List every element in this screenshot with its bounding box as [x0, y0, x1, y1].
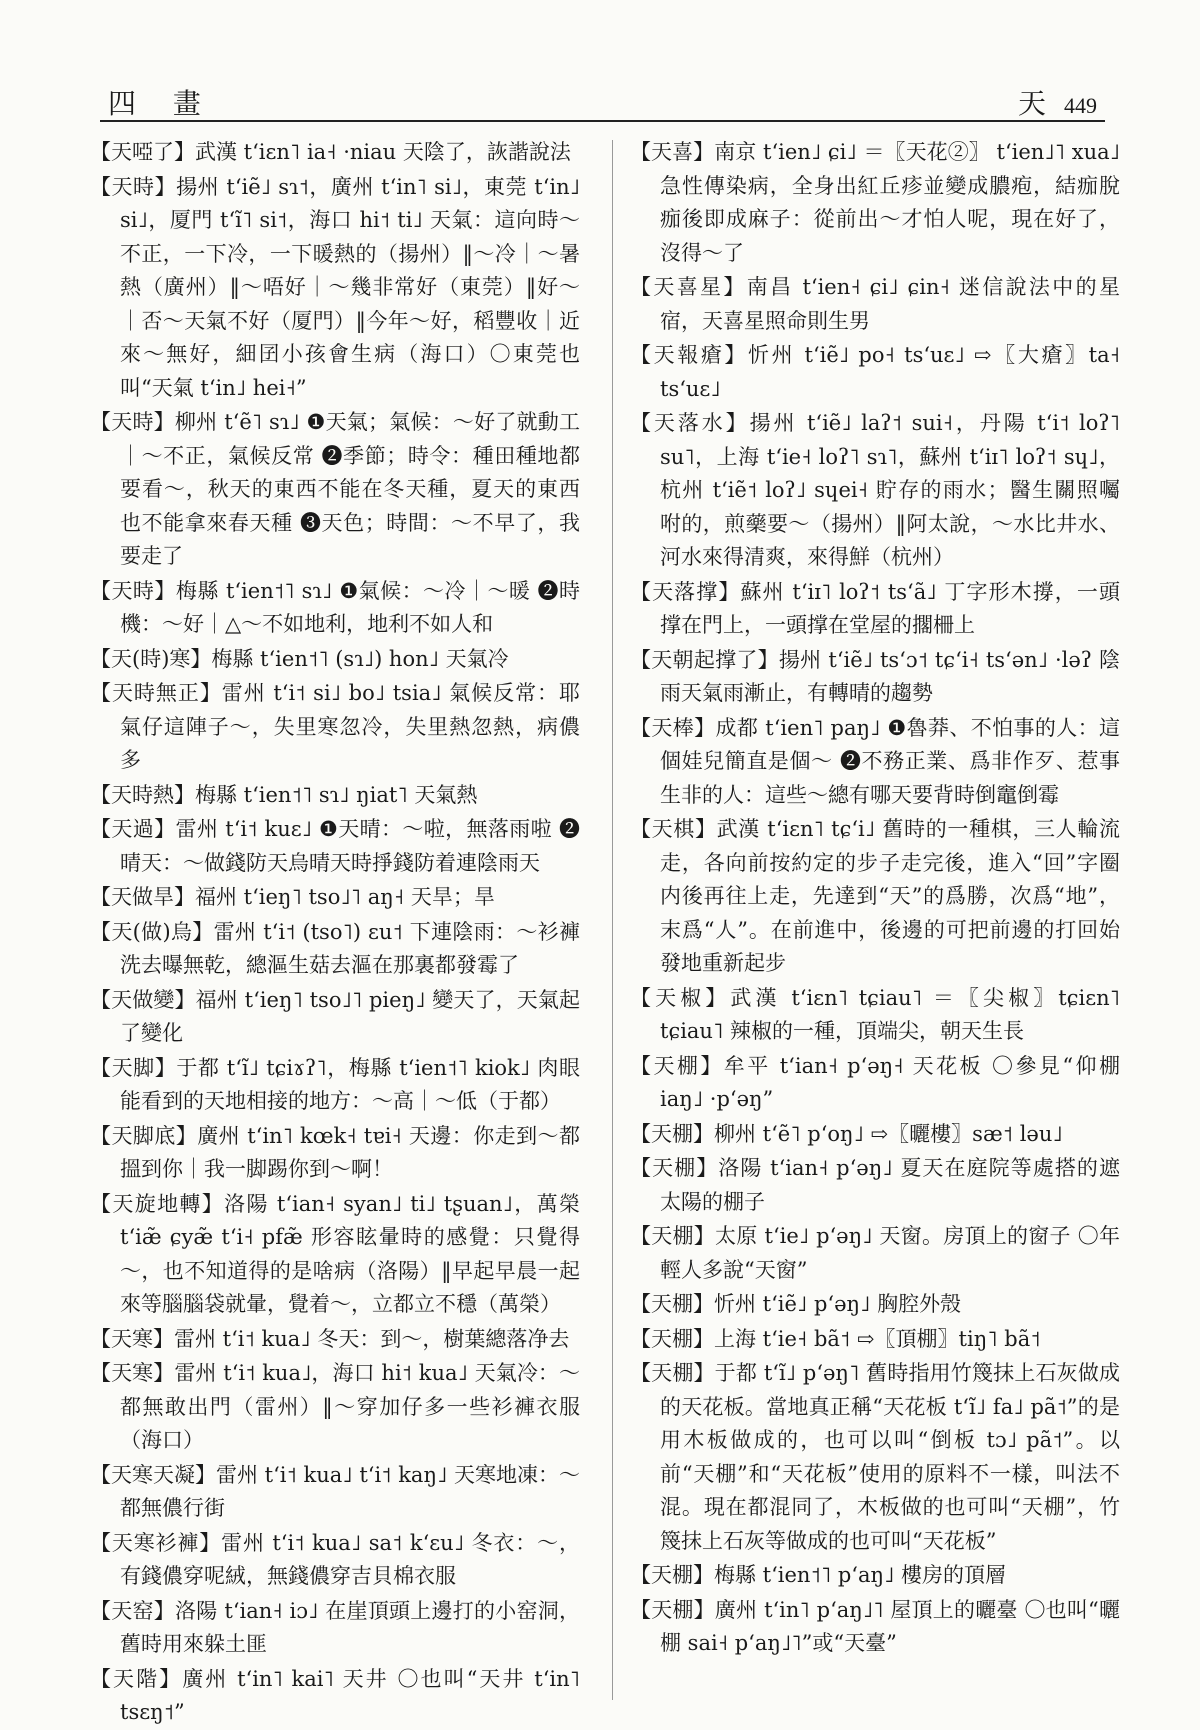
dictionary-entry: 【天報瘡】忻州 tʻiẽ˩ po˧ tsʻuɛ˩ ⇨〖大瘡〗ta˧ tsʻuɛ˩	[630, 343, 1120, 401]
left-column	[90, 136, 581, 1724]
dictionary-entry: 【天落撑】蘇州 tʻiɪ˥ loʔ˦ tsʻã˩ 丁字形木撐，一頭撑在門上，一頭撑在堂屋的擱柵上	[630, 579, 1120, 637]
dictionary-entry: 【天喜】南京 tʻien˩ ɕi˩ ＝〖天花②〗 tʻien˩˥ xua˩ 急性傳染病，全身出紅丘疹並變成膿疱，結痂脫痂後即成麻子：從前出～才怕人呢，現在好了，沒得～了	[630, 140, 1120, 265]
dictionary-entry: 【天旋地轉】洛陽 tʻian˧ syan˩ ti˩ tʂuan˩，萬榮 tʻiæ̃ ɕyæ̃ tʻi˧ pfæ̃ 形容眩暈時的感覺：只覺得～，也不知道得的是啥病（洛陽）‖早起早晨一起來等腦腦袋就暈，覺着～，立都立不穩（萬榮）	[90, 1191, 580, 1316]
dictionary-entry: 【天寒】雷州 tʻi˦ kua˩ 冬天：到～，樹葉總落净去	[90, 1326, 570, 1351]
column-divider	[612, 140, 613, 1700]
page-header	[100, 80, 1105, 122]
head-character: 天	[1017, 87, 1046, 120]
dictionary-entry: 【天做旱】福州 tʻieŋ˥ tso˩˥ aŋ˧ 天旱；旱	[90, 885, 495, 909]
dictionary-entry: 【天窑】洛陽 tʻian˧ iɔ˩ 在崖頂頭上邊打的小窑洞，舊時用來躲土匪	[90, 1598, 580, 1656]
dictionary-entry: 【天喜星】南昌 tʻien˧ ɕi˩ ɕin˧ 迷信說法中的星宿，天喜星照命則生男	[630, 275, 1120, 333]
dictionary-entry: 【天做變】福州 tʻieŋ˥ tso˩˥ pieŋ˩ 變天了，天氣起了變化	[90, 987, 580, 1045]
dictionary-entry: 【天脚】于都 tʻĩ˩ tɕiɤʔ˥，梅縣 tʻien˦˥ kiok˩ 肉眼能看到的天地相接的地方：～高｜～低（于都）	[90, 1055, 580, 1113]
dictionary-entry: 【天寒衫褲】雷州 tʻi˦ kua˩ sa˦ kʻɛu˩ 冬衣：～，有錢儂穿呢絨，無錢儂穿吉貝棉衣服	[90, 1530, 580, 1588]
dictionary-entry: 【天棚】于都 tʻĩ˩ pʻəŋ˥ 舊時指用竹篾抹上石灰做成的天花板。當地真正稱“天花板 tʻĩ˩ fa˩ pã˦”的是用木板做成的，也可以叫“倒板 tɔ˩ pã˦”。以前“天棚”和“天花板”使用的原料不一樣，叫法不混。現在都混同了，木板做的也可叫“天棚”，竹篾抹上石灰等做成的也可叫“天花板”	[630, 1361, 1120, 1553]
dictionary-entry: 【天棚】牟平 tʻian˧ pʻəŋ˧ 天花板 〇參見“仰棚 iaŋ˩ ·pʻəŋ”	[630, 1053, 1120, 1111]
dictionary-entry: 【天棚】柳州 tʻẽ˥ pʻoŋ˩ ⇨〖曬樓〗sæ˦ ləu˩	[630, 1121, 1063, 1146]
dictionary-entry: 【天時】梅縣 tʻien˦˥ sɿ˩ ❶氣候：～冷｜～暖 ❷時機：～好｜△～不如地利，地利不如人和	[90, 578, 580, 636]
dictionary-entry: 【天時】柳州 tʻẽ˥ sɿ˩ ❶天氣；氣候：～好了就動工｜～不正，氣候反常 ❷季節；時令：種田種地都要看～，秋天的東西不能在冬天種，夏天的東西也不能拿來春天種 ❸天色；時間：～不早了，我要走了	[90, 410, 580, 568]
dictionary-entry: 【天朝起撑了】揚州 tʻiẽ˩ tsʻɔ˦ tɕʻi˧ tsʻən˩ ·ləʔ 陰雨天氣雨漸止，有轉晴的趨勢	[630, 647, 1120, 705]
dictionary-entry: 【天(時)寒】梅縣 tʻien˦˥ (sɿ˩) hon˩ 天氣冷	[90, 646, 509, 671]
page-indicator	[1018, 82, 1097, 122]
dictionary-entry: 【天時熱】梅縣 tʻien˦˥ sɿ˩ ŋiat˥ 天氣熱	[90, 782, 478, 807]
dictionary-entry: 【天棚】忻州 tʻiẽ˩ pʻəŋ˩ 胸腔外殼	[630, 1292, 962, 1316]
dictionary-entry: 【天過】雷州 tʻi˦ kuɛ˩ ❶天晴：～啦，無落雨啦 ❷晴天：～做錢防天烏晴天時掙錢防着連陰雨天	[90, 817, 580, 875]
dictionary-entry: 【天椒】武漢 tʻiɛn˥ tɕiau˥ ＝〖尖椒〗tɕiɛn˥ tɕiau˥ 辣椒的一種，頂端尖，朝天生長	[630, 985, 1120, 1043]
dictionary-entry: 【天棋】武漢 tʻiɛn˥ tɕʻi˩ 舊時的一種棋，三人輪流走，各向前按約定的步子走完後，進入“回”字圈内後再往上走，先達到“天”的爲勝，次爲“地”，末爲“人”。在前進中，後邊的可把前邊的打回始發地重新起步	[630, 817, 1120, 975]
dictionary-entry: 【天棚】廣州 tʻin˥ pʻaŋ˩˥ 屋頂上的曬臺 〇也叫“曬棚 sai˧ pʻaŋ˩˥”或“天臺”	[630, 1597, 1120, 1655]
dictionary-entry: 【天(做)烏】雷州 tʻi˦ (tso˥) ɛu˦ 下連陰雨：～衫褲洗去曝無乾，總漚生菇去漚在那裏都發霉了	[90, 919, 580, 977]
dictionary-entry: 【天脚底】廣州 tʻin˥ kœk˧ tɐi˧ 天邊：你走到～都搵到你｜我一脚踢你到～啊！	[90, 1123, 580, 1181]
dictionary-entry: 【天時無正】雷州 tʻi˦ si˩ bo˩ tsia˩ 氣候反常：耶氣仔這陣子～，失里寒忽冷，失里熱忽熱，病儂多	[90, 681, 580, 772]
dictionary-entry: 【天落水】揚州 tʻiẽ˩ laʔ˦ sui˧，丹陽 tʻi˦ loʔ˥ su˥，上海 tʻie˧ loʔ˥ sɿ˥，蘇州 tʻiɪ˥ loʔ˦ sɥ˩，杭州 tʻiẽ˦ loʔ˩ sɥei˧ 貯存的雨水；醫生關照囑咐的，煎藥要～（揚州）‖阿太說，～水比井水、河水來得清爽，來得鮮（杭州）	[630, 411, 1120, 569]
dictionary-entry: 【天時】揚州 tʻiẽ˩ sɿ˦，廣州 tʻin˥ si˩，東莞 tʻin˩ si˩，厦門 tʻĩ˥ si˦，海口 hi˦ ti˩ 天氣：這向時～不正，一下冷，一下暖熱的（揚州）‖～冷｜～暑熱（廣州）‖～唔好｜～幾非常好（東莞）‖好～｜否～天氣不好（厦門）‖今年～好，稻豐收｜近來～無好，細囝小孩會生病（海口）〇東莞也叫“天氣 tʻin˩ hei˧”	[90, 174, 580, 400]
dictionary-entry: 【天棚】上海 tʻie˧ bã˦ ⇨〖頂棚〗tiŋ˥ bã˦	[630, 1326, 1041, 1351]
dictionary-entry: 【天棚】洛陽 tʻian˧ pʻəŋ˩ 夏天在庭院等處搭的遮太陽的棚子	[630, 1156, 1120, 1214]
dictionary-entry: 【天棚】梅縣 tʻien˦˥ pʻaŋ˩ 樓房的頂層	[630, 1563, 1007, 1587]
dictionary-entry: 【天棒】成都 tʻien˥ paŋ˩ ❶魯莽、不怕事的人：這個娃兒簡直是個～ ❷不務正業、爲非作歹、惹事生非的人：這些～總有哪天要背時倒竈倒霉	[630, 715, 1120, 807]
page-number: 449	[1064, 93, 1097, 118]
dictionary-entry: 【天寒天凝】雷州 tʻi˦ kua˩ tʻi˦ kaŋ˩ 天寒地凍：～都無儂行街	[90, 1462, 581, 1520]
dictionary-entry: 【天啞了】武漢 tʻiɛn˥ ia˧ ·niau 天陰了，詼諧說法	[90, 140, 571, 164]
right-column	[630, 136, 1120, 1706]
dictionary-entry: 【天階】廣州 tʻin˥ kai˥ 天井 〇也叫“天井 tʻin˥ tsɛŋ˦”	[90, 1666, 580, 1724]
dictionary-entry: 【天棚】太原 tʻie˩ pʻəŋ˩ 天窗。房頂上的窗子 〇年輕人多說“天窗”	[630, 1224, 1120, 1282]
dictionary-entry: 【天寒】雷州 tʻi˦ kua˩，海口 hi˦ kua˩ 天氣冷：～都無敢出門（雷州）‖～穿加仔多一些衫褲衣服（海口）	[90, 1361, 580, 1452]
section-title: 四 畫	[108, 87, 215, 120]
